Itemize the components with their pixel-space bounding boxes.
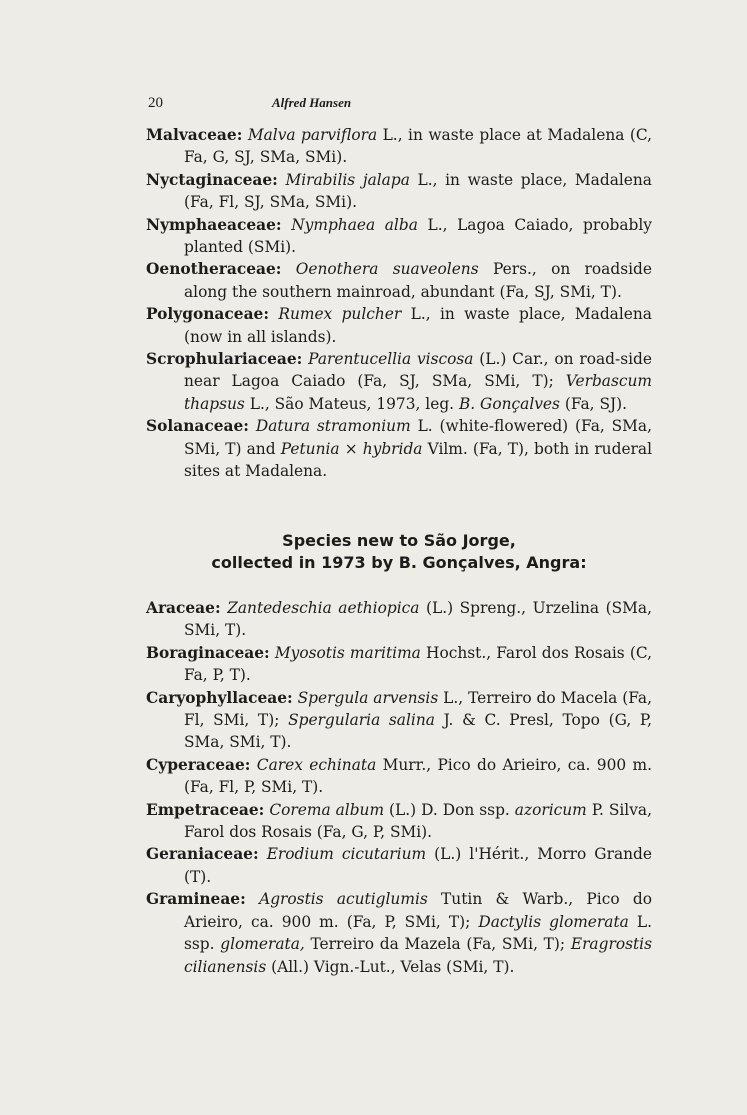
species-name: Corema album	[269, 800, 385, 819]
species-name: Nymphaea alba	[291, 215, 418, 234]
family-name: Malvaceae:	[146, 126, 243, 144]
species-entry	[146, 843, 652, 888]
species-name: Mirabilis jalapa	[285, 170, 410, 189]
entry-text: J. & C. Presl, Topo (G, P, SMa, SMi, T).	[184, 711, 652, 752]
running-header	[148, 95, 648, 115]
entry-text: L., in waste place, Madalena (now in all islands).	[184, 305, 652, 346]
family-name: Empetraceae:	[146, 800, 265, 819]
page-number: 20	[148, 95, 163, 111]
entry-text: (L.) Car., on road-side near Lagoa Caiado (Fa, SJ, SMa, SMi, T);	[184, 350, 652, 391]
species-name: Erodium cicutarium	[266, 845, 427, 864]
species-name: Oenothera suaveolens	[295, 260, 479, 279]
family-name: Nyctaginaceae:	[146, 170, 278, 189]
entry-text: Hochst., Farol dos Rosais (C, Fa, P, T).	[184, 643, 652, 685]
entry-text: L., in waste place, Madalena (Fa, Fl, SJ, SMa, SMi).	[184, 170, 652, 212]
species-entry	[146, 415, 652, 482]
family-name: Araceae:	[146, 599, 221, 617]
family-name: Oenotheraceae:	[146, 260, 282, 279]
species-name: Eragrostis cilianensis	[184, 935, 652, 976]
family-name: Boraginaceae:	[146, 643, 270, 662]
family-name: Polygonaceae:	[146, 305, 270, 324]
entry-text: (L.) D. Don ssp.	[384, 800, 515, 819]
species-name: Petunia × hybrida	[280, 439, 423, 458]
entry-text: L., Terreiro do Macela (Fa, Fl, SMi, T);	[184, 688, 652, 730]
species-entry	[146, 258, 652, 303]
species-entry	[146, 348, 652, 415]
species-entry	[146, 687, 652, 754]
entry-text: Pers., on roadside along the southern mainroad, abundant (Fa, SJ, SMi, T).	[184, 260, 652, 301]
family-name: Geraniaceae:	[146, 845, 259, 864]
species-name: Rumex pulcher	[278, 305, 402, 324]
entry-text: (Fa, SJ).	[559, 394, 628, 413]
entry-text: L. (white-flowered) (Fa, SMa, SMi, T) and	[184, 417, 652, 458]
entry-text: (L.) l'Hérit., Morro Grande (T).	[184, 845, 652, 886]
entry-text: L. ssp.	[184, 912, 652, 954]
running-head-author: Alfred Hansen	[272, 95, 352, 110]
species-entry	[146, 642, 652, 687]
species-name: Carex echinata	[256, 755, 377, 774]
species-name: B. Gonçalves	[458, 394, 560, 413]
species-entry	[146, 754, 652, 799]
entry-text: Terreiro da Mazela (Fa, SMi, T);	[304, 935, 571, 954]
section-heading-line-2: collected in 1973 by B. Gonçalves, Angra:	[211, 553, 587, 572]
family-name: Caryophyllaceae:	[146, 688, 293, 707]
family-name: Nymphaeaceae:	[146, 215, 282, 234]
species-entry	[146, 169, 652, 214]
section-heading	[146, 530, 652, 574]
entry-text: L., Lagoa Caiado, probably planted (SMi).	[184, 215, 652, 257]
entry-text: (L.) Spreng., Urzelina (SMa, SMi, T).	[184, 599, 652, 640]
family-name: Cyperaceae:	[146, 755, 251, 774]
species-entry	[146, 303, 652, 348]
species-name: Malva parviflora	[247, 126, 378, 144]
species-name: azoricum	[514, 800, 587, 819]
species-name: Zantedeschia aethiopica	[227, 599, 420, 617]
section-heading-line-1: Species new to São Jorge,	[282, 531, 516, 550]
entry-text: Murr., Pico do Arieiro, ca. 900 m. (Fa, Fl, P, SMi, T).	[184, 755, 652, 797]
entry-text: L., São Mateus, 1973, leg.	[244, 394, 459, 413]
species-name: Datura stramonium	[255, 417, 411, 436]
species-entry	[146, 597, 652, 642]
family-name: Scrophulariaceae:	[146, 350, 303, 369]
species-list-sao-jorge	[146, 597, 652, 978]
species-name: Parentucellia viscosa	[308, 350, 474, 369]
family-name: Gramineae:	[146, 890, 246, 909]
species-name: Agrostis acutiglumis	[259, 890, 428, 909]
species-list-top	[146, 124, 652, 483]
entry-text: L., in waste place at Madalena (C, Fa, G, SJ, SMa, SMi).	[184, 126, 652, 167]
species-entry	[146, 124, 652, 169]
species-name: Myosotis maritima	[274, 643, 421, 662]
species-name: glomerata,	[220, 935, 305, 954]
family-name: Solanaceae:	[146, 417, 249, 436]
species-entry	[146, 799, 652, 844]
species-entry	[146, 888, 652, 978]
entry-text: Tutin & Warb., Pico do Arieiro, ca. 900 m. (Fa, P, SMi, T);	[184, 890, 652, 931]
entry-text: (All.) Vign.-Lut., Velas (SMi, T).	[266, 957, 515, 976]
entry-text: Vilm. (Fa, T), both in ruderal sites at Madalena.	[184, 439, 653, 481]
species-name: Verbascum thapsus	[184, 372, 652, 413]
entry-text: P. Silva, Farol dos Rosais (Fa, G, P, SMi).	[184, 800, 652, 842]
species-name: Spergularia salina	[288, 711, 435, 730]
species-name: Spergula arvensis	[297, 688, 439, 707]
species-name: Dactylis glomerata	[478, 912, 629, 931]
species-entry	[146, 214, 652, 259]
